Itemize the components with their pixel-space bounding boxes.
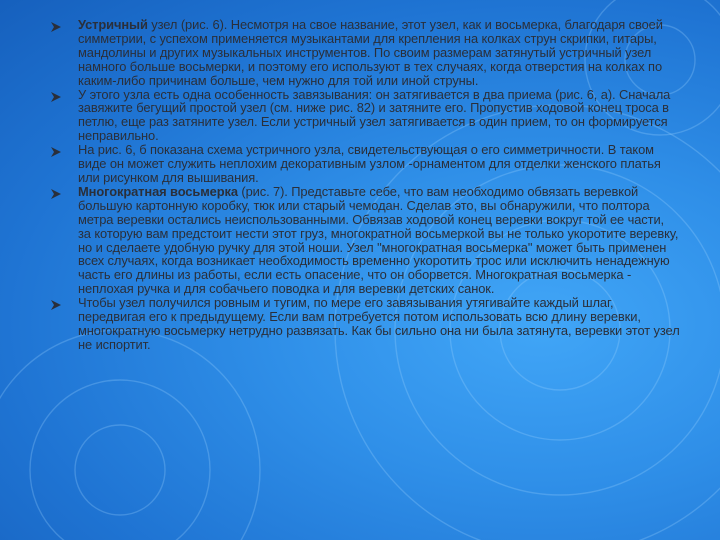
bullet-text bbox=[78, 18, 680, 88]
bullet-text bbox=[78, 185, 680, 296]
bullet-item bbox=[50, 185, 680, 296]
bullet-body: У этого узла есть одна особенность завязывания: он затягивается в два приема (рис. 6, а). Сначала завяжите бегущий простой узел (см. ниже рис. 82) и затяните его. Пропустив ходовой конец троса в петлю, еще раз затяните узел. Если устричный узел затягивается в один прием, то он формируется неправильно. bbox=[78, 86, 671, 144]
bullet-body: (рис. 7). Представьте себе, что вам необходимо обвязать веревкой большую картонную коробку, тюк или старый чемодан. Сделав это, вы обнаружили, что полтора метра веревки остались неиспользованными. Обвязав ходовой конец веревки вокруг той ее части, за которую вам предстоит нести этот груз, многократной восьмеркой вы не только укоротите веревку, но и сделаете удобную ручку для этой ноши. Узел "многократная восьмерка" может быть применен всех случаях, когда возникает необходимость временно укоротить трос или исключить ненадежную часть его длины из работы, если есть опасение, что он оборвется. Многократная восьмерка - неплохая ручка и для собачьего поводка и для веревки детских санок. bbox=[78, 183, 679, 297]
arrow-bullet-icon bbox=[50, 21, 62, 33]
arrow-bullet-icon bbox=[50, 188, 62, 200]
bullet-item bbox=[50, 88, 680, 144]
bullet-item bbox=[50, 296, 680, 352]
bullet-body: На рис. 6, б показана схема устричного узла, свидетельствующая о его симметричности. В таком виде он может служить неплохим декоративным узлом -орнаментом для отделки женского платья или рисунком для вышивания. bbox=[78, 142, 661, 185]
bullet-item bbox=[50, 18, 680, 88]
arrow-bullet-icon bbox=[50, 91, 62, 103]
bullet-text bbox=[78, 296, 680, 352]
bullet-text bbox=[78, 88, 680, 144]
bullet-body: узел (рис. 6). Несмотря на свое название, этот узел, как и восьмерка, благодаря своей симметрии, с успехом применяется музыкантами для крепления на колках струн скрипки, гитары, мандолины и других музыкальных инструментов. По своим размерам затянутый устричный узел намного больше восьмерки, и поэтому его используют в тех случаях, когда отверстия на колках по каким-либо причинам больше, чем нужно для той или иной струны. bbox=[78, 17, 663, 88]
bullet-list bbox=[50, 18, 680, 352]
arrow-bullet-icon bbox=[50, 146, 62, 158]
bullet-lead: Устричный bbox=[78, 17, 148, 32]
bullet-item bbox=[50, 143, 680, 185]
bullet-lead: Многократная восьмерка bbox=[78, 183, 238, 199]
bullet-text bbox=[78, 143, 680, 185]
bullet-body: Чтобы узел получился ровным и тугим, по мере его завязывания утягивайте каждый шлаг, передвигая его к предыдущему. Если вам потребуется потом использовать всю длину веревки, многократную восьмерку нетрудно развязать. Как бы сильно она ни была затянута, веревки этот узел не испортит. bbox=[78, 295, 680, 352]
arrow-bullet-icon bbox=[50, 299, 62, 311]
